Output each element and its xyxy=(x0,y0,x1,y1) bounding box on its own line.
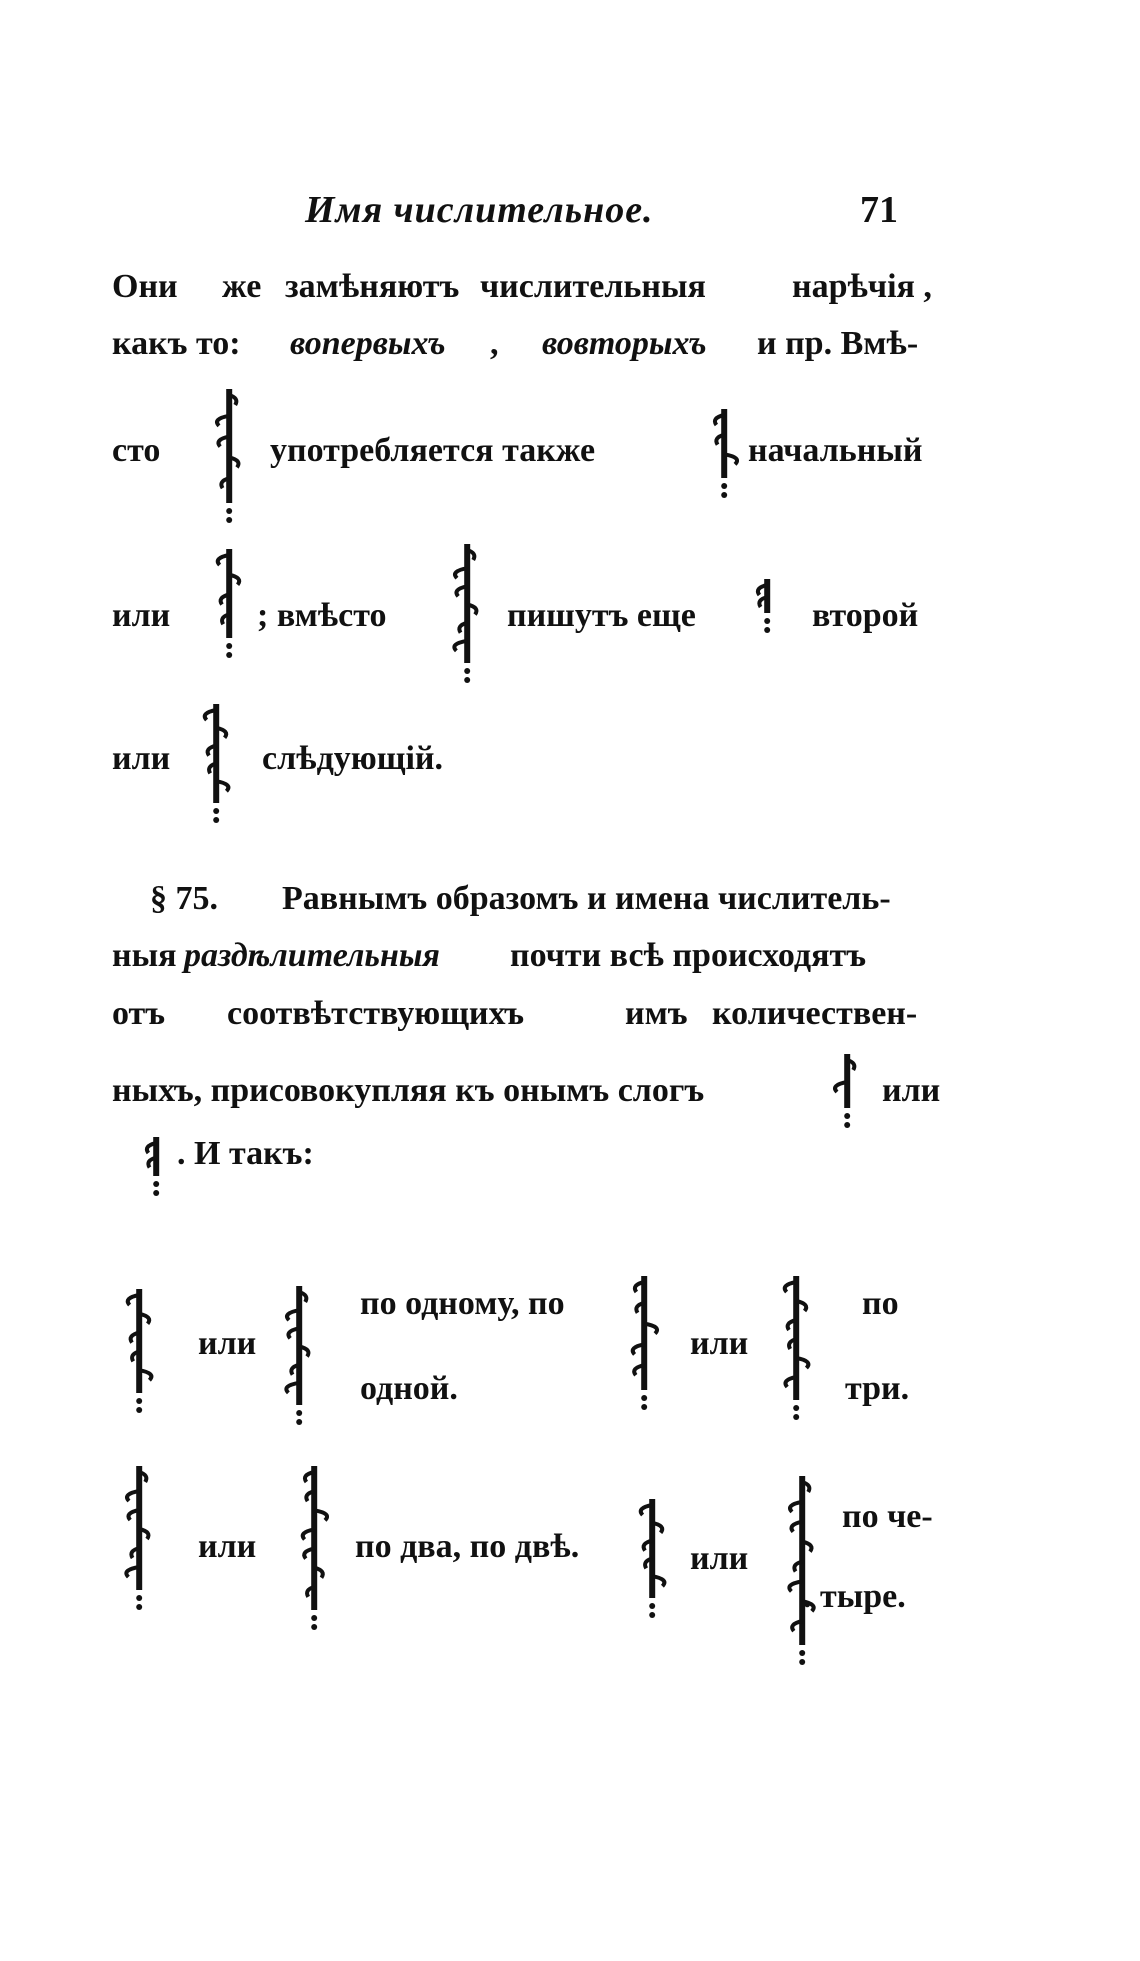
paragraph2-line1 xyxy=(112,880,942,926)
italic-word: вопервыхъ xyxy=(290,325,446,362)
word: или xyxy=(112,597,171,634)
word: ; вмѣсто xyxy=(257,597,387,634)
word: нарѣчія , xyxy=(792,268,932,305)
mongolian-glyph xyxy=(823,1050,867,1130)
mongolian-glyph xyxy=(115,1462,159,1612)
italic-word: раздѣлительныя xyxy=(184,937,440,974)
word: слѣдующій. xyxy=(262,740,443,777)
table-meaning: по xyxy=(862,1285,899,1322)
mongolian-glyph xyxy=(443,540,487,685)
section-number: § 75. xyxy=(150,880,218,917)
table-or-word: или xyxy=(198,1528,257,1565)
word: ныхъ, присовокупляя къ онымъ слогъ xyxy=(112,1072,705,1109)
word: . И такъ: xyxy=(177,1135,314,1172)
table-meaning: по одному, по xyxy=(360,1285,565,1322)
word: числительныя xyxy=(480,268,706,305)
word: замѣняютъ xyxy=(285,268,460,305)
table-or-word: или xyxy=(690,1540,749,1577)
table-meaning: . тыре. xyxy=(803,1578,906,1615)
word: или xyxy=(112,740,171,777)
paragraph1-line5 xyxy=(112,740,942,786)
table-meaning: одной. xyxy=(360,1370,458,1407)
word: почти всѣ происходятъ xyxy=(510,937,867,974)
mongolian-glyph xyxy=(132,1133,176,1198)
page-number: 71 xyxy=(860,189,898,231)
paragraph2-line5 xyxy=(112,1135,942,1181)
mongolian-glyph xyxy=(205,385,249,525)
mongolian-glyph xyxy=(192,700,236,825)
word: употребляется также xyxy=(270,432,596,469)
mongolian-glyph xyxy=(772,1272,816,1422)
italic-word: вовторыхъ xyxy=(542,325,707,362)
paragraph2-line4 xyxy=(112,1072,942,1118)
running-head-title: Имя числительное. xyxy=(305,189,654,231)
word: пишутъ еще xyxy=(507,597,696,634)
table-or-word: или xyxy=(198,1325,257,1362)
word: сто xyxy=(112,432,161,469)
word: Равнымъ образомъ и имена числитель- xyxy=(282,880,891,917)
word: соотвѣтствующихъ xyxy=(227,995,525,1032)
word: количествен- xyxy=(712,995,918,1032)
word: Они xyxy=(112,268,178,305)
word: же xyxy=(222,268,262,305)
word: отъ xyxy=(112,995,166,1032)
word: второй xyxy=(812,597,919,634)
mongolian-glyph xyxy=(743,575,787,635)
paragraph1-line1 xyxy=(112,268,942,314)
word: и пр. Вмѣ- xyxy=(757,325,919,362)
table-or-word: или xyxy=(690,1325,749,1362)
table-meaning: по че- xyxy=(842,1498,933,1535)
mongolian-glyph xyxy=(205,545,249,660)
word: какъ то: xyxy=(112,325,241,362)
table-meaning: по два, по двѣ. xyxy=(355,1528,580,1565)
paragraph1-line2 xyxy=(112,325,942,371)
paragraph2-line2 xyxy=(112,937,942,983)
mongolian-glyph xyxy=(620,1272,664,1412)
mongolian-glyph xyxy=(628,1495,672,1620)
paragraph2-line3 xyxy=(112,995,942,1041)
word: ныя xyxy=(112,937,177,974)
word: или xyxy=(882,1072,941,1109)
word: начальный xyxy=(748,432,923,469)
table-meaning: три. xyxy=(845,1370,910,1407)
mongolian-glyph xyxy=(290,1462,334,1632)
mongolian-glyph xyxy=(700,405,744,500)
comma: , xyxy=(490,325,499,362)
mongolian-glyph xyxy=(275,1282,319,1427)
mongolian-glyph xyxy=(115,1285,159,1415)
word: имъ xyxy=(625,995,688,1032)
mongolian-glyph xyxy=(778,1472,822,1667)
